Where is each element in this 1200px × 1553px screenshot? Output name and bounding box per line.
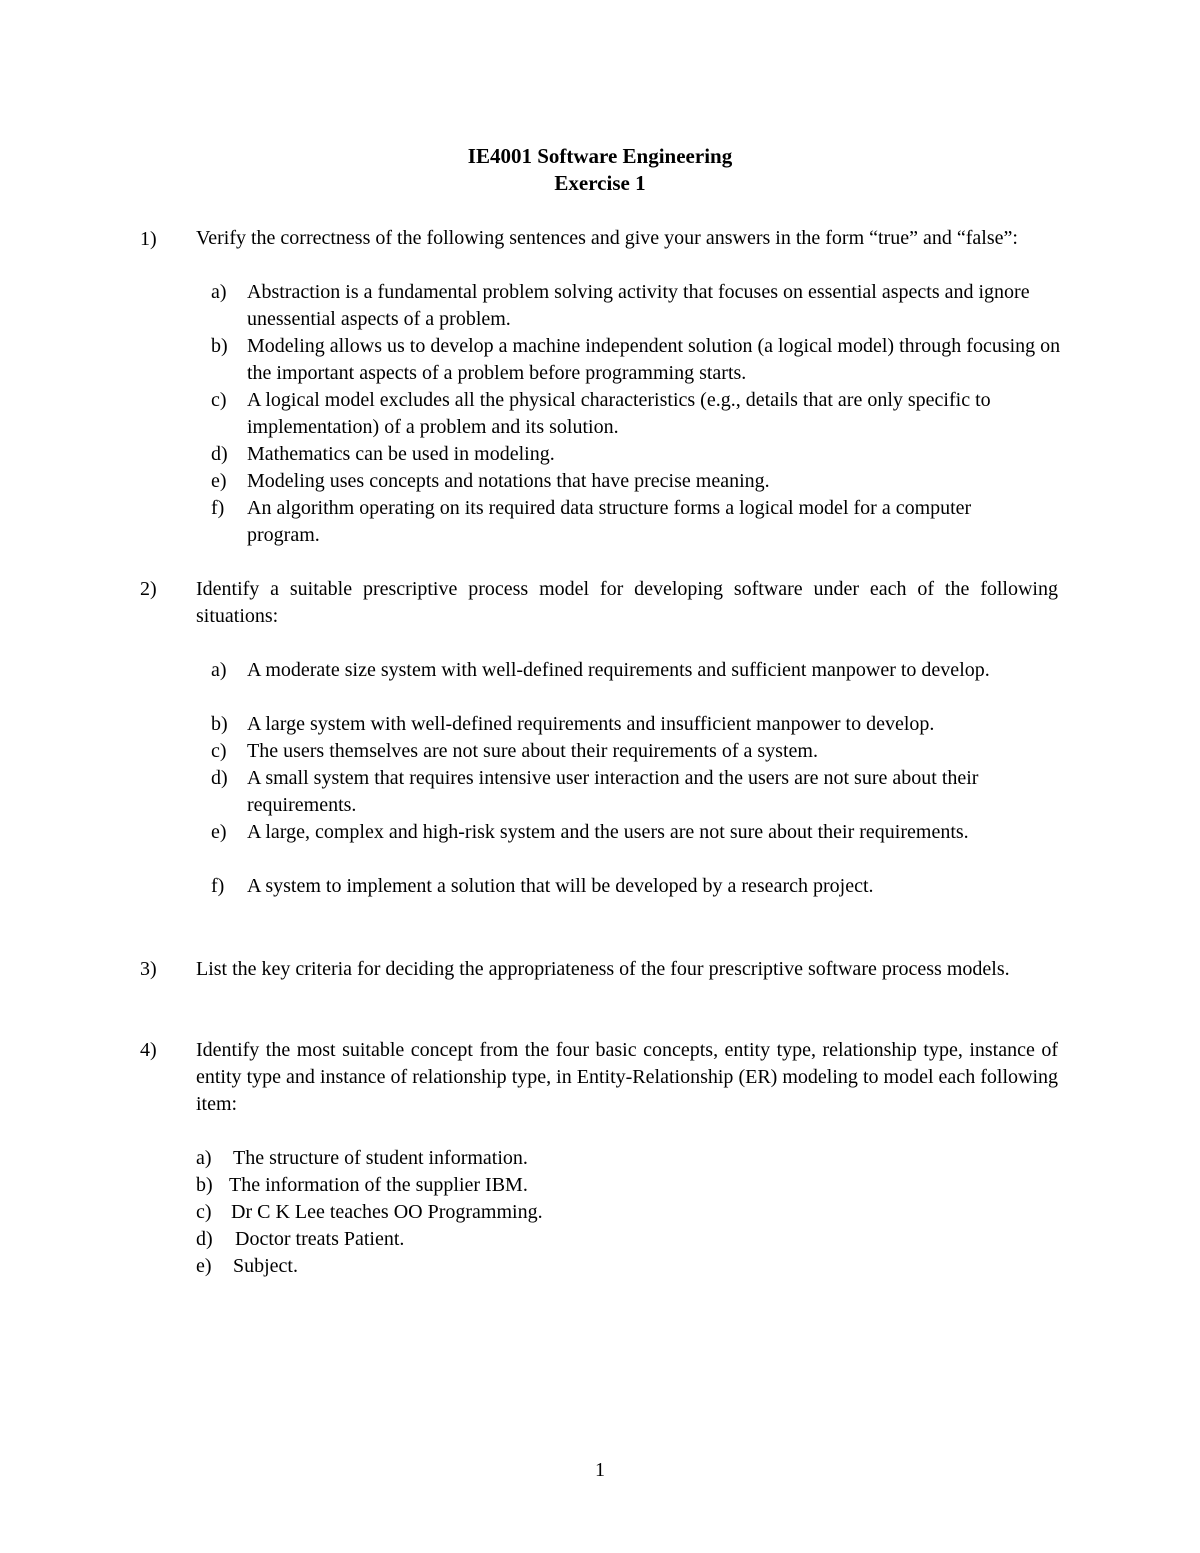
question-text: Identify a suitable prescriptive process model for developing software under each of the following situations: xyxy=(196,578,1058,627)
item-label: b) xyxy=(211,335,228,357)
item-label: a) xyxy=(196,1147,212,1169)
item-label: c) xyxy=(196,1201,212,1223)
item-text: A logical model excludes all the physical characteristics (e.g., details that are only specific to implementation) of a problem and its solution. xyxy=(247,389,991,438)
question-text: Identify the most suitable concept from the four basic concepts, entity type, relationship type, instance of entity type and instance of relationship type, in Entity-Relationship (ER) modeling to model each following item: xyxy=(196,1039,1058,1115)
item-label: f) xyxy=(211,875,225,897)
item-text: A system to implement a solution that will be developed by a research project. xyxy=(247,875,874,897)
item-text: Modeling allows us to develop a machine independent solution (a logical model) through focusing on the important aspects of a problem before programming starts. xyxy=(247,335,1061,384)
item-text: Mathematics can be used in modeling. xyxy=(247,443,555,465)
question-text: List the key criteria for deciding the appropriateness of the four prescriptive software process models. xyxy=(196,958,1010,980)
item-text: Abstraction is a fundamental problem solving activity that focuses on essential aspects and ignore unessential aspects of a problem. xyxy=(247,281,1030,330)
item-text: A moderate size system with well-defined requirements and sufficient manpower to develop. xyxy=(247,659,990,681)
item-label: f) xyxy=(211,497,225,519)
question-text: Verify the correctness of the following sentences and give your answers in the form “true” and “false”: xyxy=(196,227,1018,249)
question-number: 3) xyxy=(140,958,157,980)
item-text: A large, complex and high-risk system and the users are not sure about their requirements. xyxy=(247,821,969,843)
item-label: e) xyxy=(211,821,227,843)
item-label: b) xyxy=(196,1174,213,1196)
item-text: The structure of student information. xyxy=(233,1147,528,1169)
page-number: 1 xyxy=(595,1459,605,1481)
question-number: 2) xyxy=(140,578,157,600)
item-text: Doctor treats Patient. xyxy=(235,1228,405,1250)
document-title: IE4001 Software Engineering xyxy=(467,144,733,168)
item-text: The information of the supplier IBM. xyxy=(229,1174,528,1196)
item-text: An algorithm operating on its required data structure forms a logical model for a computer program. xyxy=(247,497,972,546)
question-number: 1) xyxy=(140,228,157,250)
item-label: d) xyxy=(211,767,228,789)
question-number: 4) xyxy=(140,1039,157,1061)
item-text: The users themselves are not sure about their requirements of a system. xyxy=(247,740,818,762)
item-label: e) xyxy=(211,470,227,492)
item-text: Modeling uses concepts and notations that have precise meaning. xyxy=(247,470,770,492)
item-label: b) xyxy=(211,713,228,735)
item-text: Subject. xyxy=(233,1255,298,1277)
document-subtitle: Exercise 1 xyxy=(554,171,646,195)
item-text: A large system with well-defined requirements and insufficient manpower to develop. xyxy=(247,713,935,735)
item-label: a) xyxy=(211,281,227,303)
item-label: a) xyxy=(211,659,227,681)
item-label: c) xyxy=(211,389,227,411)
item-text: A small system that requires intensive user interaction and the users are not sure about their requirements. xyxy=(247,767,979,816)
item-label: d) xyxy=(196,1228,213,1250)
item-label: d) xyxy=(211,443,228,465)
item-label: e) xyxy=(196,1255,212,1277)
item-label: c) xyxy=(211,740,227,762)
item-text: Dr C K Lee teaches OO Programming. xyxy=(231,1201,543,1223)
